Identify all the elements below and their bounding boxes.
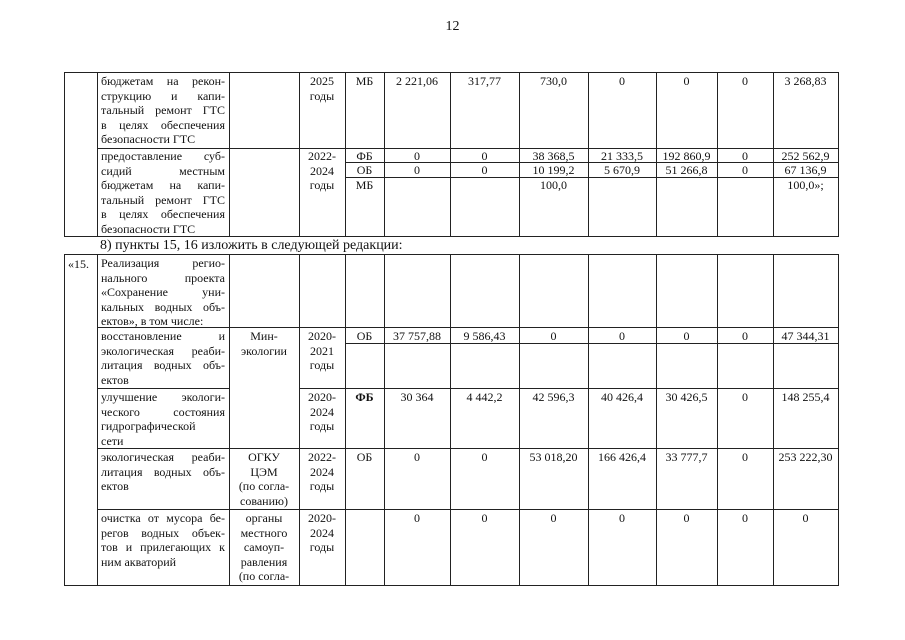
row1-val-total: 3 268,83 [784,74,827,88]
rowD-val: 0 [742,511,748,525]
rowA-val: 9 586,43 [463,329,506,343]
row2-mb-source: МБ [355,178,374,192]
row2-ob-val: 0 [414,163,420,177]
row2-fb-val: 0 [414,149,420,163]
rowA-val: 37 757,88 [393,329,441,343]
rowA-years: 2020- 2021 годы [308,329,336,372]
rowA-description: восстановление и экологическая реаби- литация водных объ- ектов [101,329,225,387]
row2-fb-total: 252 562,9 [781,149,830,163]
row2-fb-val: 0 [481,149,488,163]
rowB-val: 0 [742,390,748,404]
row2-fb-val: 192 860,9 [662,149,711,163]
row1-years: 2025 годы [309,74,335,103]
row2-fb-source: ФБ [356,149,373,163]
row2-fb-val: 0 [742,149,748,163]
rowC-val: 33 777,7 [665,450,708,464]
rowC-val: 53 018,20 [529,450,578,464]
rowB-val: 40 426,4 [601,390,643,404]
row2-ob-source: ОБ [356,163,373,177]
rowD-val: 0 [683,511,690,525]
row1-val-2026: 0 [683,74,690,88]
rowA-executor: Мин- экологии [241,329,287,358]
row2-fb-val: 38 368,5 [532,149,575,163]
rowD-val: 0 [550,511,557,525]
top-table [64,72,839,237]
item-number: «15. [68,257,89,271]
row1-val-2024: 730,0 [540,74,567,88]
rowD-description: очистка от мусора бе- регов водных объек- тов и прилегающих к ним акваторий [101,511,225,569]
rowA-val: 0 [619,329,625,343]
rowB-val: 30 364 [400,390,434,404]
rowC-executor: ОГКУ ЦЭМ (по согла- сованию) [238,450,290,508]
rowD-val: 0 [414,511,420,525]
row2-ob-val: 0 [481,163,488,177]
row1-val-2023: 317,77 [468,74,501,88]
rowC-val: 0 [742,450,748,464]
rowA-source: ОБ [356,329,373,343]
row1-source: МБ [355,74,374,88]
rowD-executor: органы местного самоуп- равления (по согла- [238,511,290,583]
row2-description: предоставление суб- сидий местным бюджетам на капи- тальный ремонт ГТС в целях обеспечения безопасности ГТС [101,149,225,236]
amendment-note: 8) пункты 15, 16 изложить в следующей редакции: [100,238,403,253]
row2-mb-val: 100,0 [540,178,567,192]
rowA-val: 0 [742,329,748,343]
page-number: 12 [445,19,460,34]
rowB-val: 42 596,3 [532,390,575,404]
rowD-val: 0 [481,511,488,525]
row2-mb-total: 100,0»; [787,178,824,192]
row1-val-2027: 0 [742,74,748,88]
row2-ob-val: 0 [742,163,748,177]
head-description: Реализация регио- нального проекта «Сохранение уни- кальных водных объ- ектов», в том числе: [101,256,225,328]
row2-ob-val: 51 266,8 [665,163,708,177]
rowC-years: 2022- 2024 годы [308,450,336,493]
row2-ob-val: 10 199,2 [532,163,575,177]
rowD-total: 0 [802,511,809,525]
main-table [64,254,839,586]
rowC-source: ОБ [356,450,373,464]
rowD-val: 0 [619,511,625,525]
row1-val-2022: 2 221,06 [396,74,438,88]
rowC-total: 253 222,30 [778,450,833,464]
rowB-years: 2020- 2024 годы [308,390,336,433]
rowA-val: 0 [683,329,690,343]
rowC-val: 0 [481,450,488,464]
rowA-val: 0 [550,329,557,343]
rowA-total: 47 344,31 [781,329,830,343]
row2-fb-val: 21 333,5 [601,149,643,163]
rowB-source: ФБ [355,390,374,404]
rowC-val: 0 [414,450,420,464]
rowB-description: улучшение экологи- ческого состояния гидрографической сети [101,390,225,448]
row1-val-2025: 0 [619,74,625,88]
row2-years: 2022- 2024 годы [308,149,336,192]
row2-ob-val: 5 670,9 [604,163,640,177]
rowC-description: экологическая реаби- литация водных объ- ектов [101,450,225,493]
row2-ob-total: 67 136,9 [784,163,827,177]
rowC-val: 166 426,4 [598,450,646,464]
rowB-total: 148 255,4 [781,390,830,404]
rowB-val: 4 442,2 [466,390,503,404]
row1-description: бюджетам на рекон- струкцию и капи- тальный ремонт ГТС в целях обеспечения безопасности ГТС [101,74,225,146]
rowB-val: 30 426,5 [665,390,708,404]
rowD-years: 2020- 2024 годы [308,511,336,554]
